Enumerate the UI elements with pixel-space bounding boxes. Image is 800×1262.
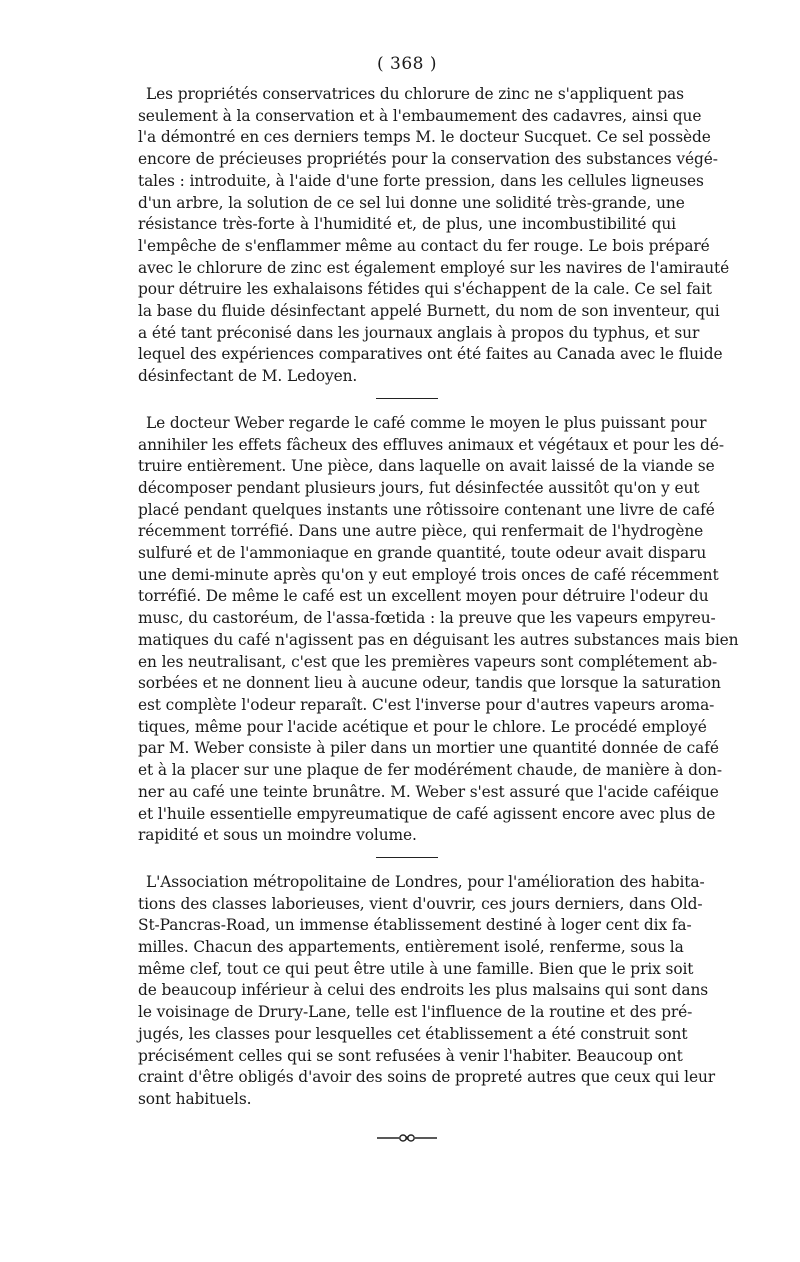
text-line: pour détruire les exhalaisons fétides qui s'échappent de la cale. Ce sel fait (138, 280, 712, 299)
text-line: l'a démontré en ces derniers temps M. le docteur Sucquet. Ce sel possède (138, 128, 711, 147)
text-line: L'Association métropolitaine de Londres, pour l'amélioration des habita- (146, 872, 705, 891)
end-ornament (138, 1129, 676, 1143)
paragraph-coffee-disinfection (138, 413, 739, 847)
text-line: sont habituels. (138, 1089, 252, 1108)
page-number: ( 368 ) (376, 54, 438, 74)
document-page (138, 52, 739, 1143)
text-line: par M. Weber consiste à piler dans un mortier une quantité donnée de café (138, 739, 719, 758)
text-line: de beaucoup inférieur à celui des endroits les plus malsains qui sont dans (138, 981, 709, 1000)
text-line: musc, du castoréum, de l'assa-fœtida : la preuve que les vapeurs empyreu- (138, 609, 716, 628)
text-line: milles. Chacun des appartements, entièrement isolé, renferme, sous la (138, 938, 684, 957)
section-divider (376, 857, 438, 858)
text-line: truire entièrement. Une pièce, dans laquelle on avait laissé de la viande se (138, 457, 715, 476)
text-line: encore de précieuses propriétés pour la conservation des substances végé- (138, 150, 718, 169)
text-line: tions des classes laborieuses, vient d'ouvrir, ces jours derniers, dans Old- (138, 894, 703, 913)
text-line: et à la placer sur une plaque de fer modérément chaude, de manière à don- (138, 761, 722, 780)
text-line: la base du fluide désinfectant appelé Burnett, du nom de son inventeur, qui (138, 302, 720, 321)
text-line: craint d'être obligés d'avoir des soins de propreté autres que ceux qui leur (138, 1068, 716, 1087)
text-line: lequel des expériences comparatives ont été faites au Canada avec le fluide (138, 345, 723, 364)
paragraph-zinc-chloride (138, 84, 730, 388)
text-line: tiques, même pour l'acide acétique et pour le chlore. Le procédé employé (138, 717, 707, 736)
text-line: Le docteur Weber regarde le café comme le moyen le plus puissant pour (146, 413, 707, 432)
text-line: résistance très-forte à l'humidité et, de plus, une incombustibilité qui (138, 215, 676, 234)
text-line: même clef, tout ce qui peut être utile à une famille. Bien que le prix soit (138, 959, 694, 978)
text-line: matiques du café n'agissent pas en déguisant les autres substances mais bien (138, 630, 739, 649)
text-line: rapidité et sous un moindre volume. (138, 826, 417, 845)
text-line: en les neutralisant, c'est que les premières vapeurs sont complétement ab- (138, 652, 718, 671)
text-line: est complète l'odeur reparaît. C'est l'inverse pour d'autres vapeurs aroma- (138, 695, 715, 714)
text-line: tales : introduite, à l'aide d'une forte pression, dans les cellules ligneuses (138, 171, 704, 190)
text-line: une demi-minute après qu'on y eut employé trois onces de café récemment (138, 565, 719, 584)
text-line: St-Pancras-Road, un immense établissement destiné à loger cent dix fa- (138, 916, 692, 935)
text-line: annihiler les effets fâcheux des effluves animaux et végétaux et pour les dé- (138, 435, 724, 454)
text-line: sorbées et ne donnent lieu à aucune odeur, tandis que lorsque la saturation (138, 674, 721, 693)
text-line: seulement à la conservation et à l'embaumement des cadavres, ainsi que (138, 106, 702, 125)
text-line: jugés, les classes pour lesquelles cet établissement a été construit sont (138, 1024, 688, 1043)
text-line: et l'huile essentielle empyreumatique de café agissent encore avec plus de (138, 804, 716, 823)
section-divider (376, 398, 438, 399)
text-line: le voisinage de Drury-Lane, telle est l'influence de la routine et des pré- (138, 1003, 693, 1022)
paragraph-london-association (138, 872, 716, 1111)
ornament-icon (375, 1132, 439, 1144)
text-line: décomposer pendant plusieurs jours, fut désinfectée aussitôt qu'on y eut (138, 478, 700, 497)
text-line: récemment torréfié. Dans une autre pièce, qui renfermait de l'hydrogène (138, 522, 704, 541)
text-line: Les propriétés conservatrices du chlorure de zinc ne s'appliquent pas (146, 85, 684, 103)
text-line: torréfié. De même le café est un excellent moyen pour détruire l'odeur du (138, 587, 709, 606)
text-line: avec le chlorure de zinc est également employé sur les navires de l'amirauté (138, 258, 730, 277)
text-line: l'empêche de s'enflammer même au contact du fer rouge. Le bois préparé (138, 236, 710, 255)
text-line: désinfectant de M. Ledoyen. (138, 367, 358, 386)
text-line: placé pendant quelques instants une rôtissoire contenant une livre de café (138, 500, 715, 519)
text-line: a été tant préconisé dans les journaux anglais à propos du typhus, et sur (138, 323, 700, 342)
text-line: ner au café une teinte brunâtre. M. Weber s'est assuré que l'acide caféique (138, 782, 719, 801)
text-line: sulfuré et de l'ammoniaque en grande quantité, toute odeur avait disparu (138, 544, 707, 563)
text-line: précisément celles qui se sont refusées à venir l'habiter. Beaucoup ont (138, 1046, 683, 1065)
text-line: d'un arbre, la solution de ce sel lui donne une solidité très-grande, une (138, 193, 685, 212)
